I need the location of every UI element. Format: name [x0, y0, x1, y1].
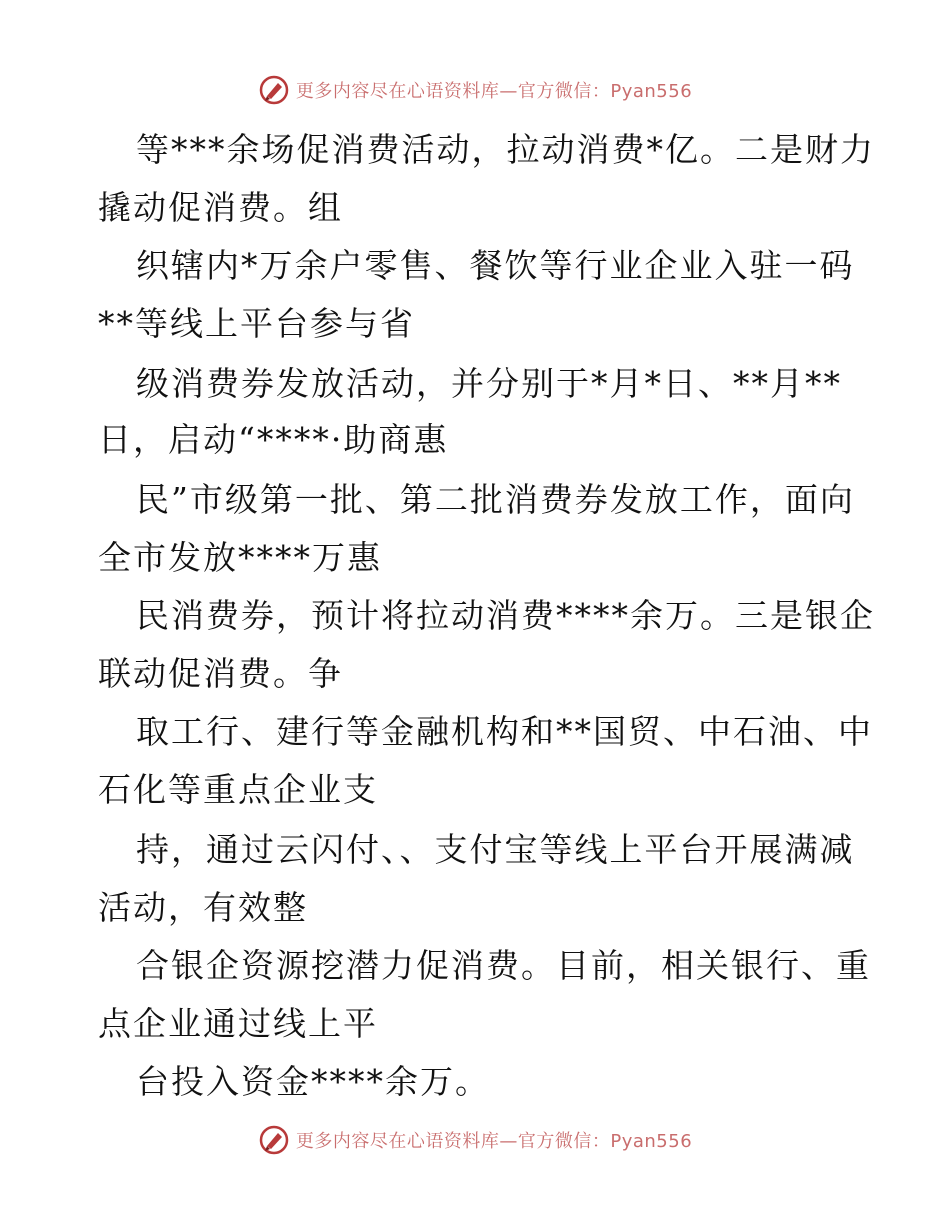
body-line: 织辖内*万余户零售、餐饮等行业企业入驻一码 [136, 246, 855, 285]
footer-banner-inner [258, 1124, 692, 1156]
pen-logo-icon [258, 1124, 290, 1156]
header-banner [0, 70, 950, 110]
body-line: 等***余场促消费活动，拉动消费*亿。二是财力 [136, 130, 875, 169]
body-line: 日，启动“****·助商惠 [98, 420, 449, 459]
body-line: 取工行、建行等金融机构和**国贸、中石油、中 [136, 712, 873, 751]
body-line: 石化等重点企业支 [98, 770, 378, 809]
body-line: 联动促消费。争 [98, 654, 343, 693]
body-line: **等线上平台参与省 [98, 304, 415, 343]
body-line: 台投入资金****余万。 [136, 1062, 490, 1101]
body-line: 撬动促消费。组 [98, 188, 343, 227]
body-line: 民”市级第一批、第二批消费券发放工作，面向 [136, 480, 855, 519]
pen-logo-icon [258, 74, 290, 106]
body-line: 民消费券，预计将拉动消费****余万。三是银企 [136, 596, 875, 635]
body-line: 级消费券发放活动，并分别于*月*日、**月** [136, 364, 842, 403]
body-line: 全市发放****万惠 [98, 538, 382, 577]
body-line: 活动，有效整 [98, 888, 308, 927]
body-line: 点企业通过线上平 [98, 1004, 378, 1043]
header-banner-text: 更多内容尽在心语资料库—官方微信：Pyan556 [295, 81, 693, 102]
footer-banner-text: 更多内容尽在心语资料库—官方微信：Pyan556 [295, 1131, 693, 1152]
body-line: 持，通过云闪付、、支付宝等线上平台开展满减 [136, 830, 855, 869]
header-banner-inner [258, 74, 692, 106]
body-line: 合银企资源挖潜力促消费。目前，相关银行、重 [136, 946, 871, 985]
footer-banner [0, 1120, 950, 1160]
